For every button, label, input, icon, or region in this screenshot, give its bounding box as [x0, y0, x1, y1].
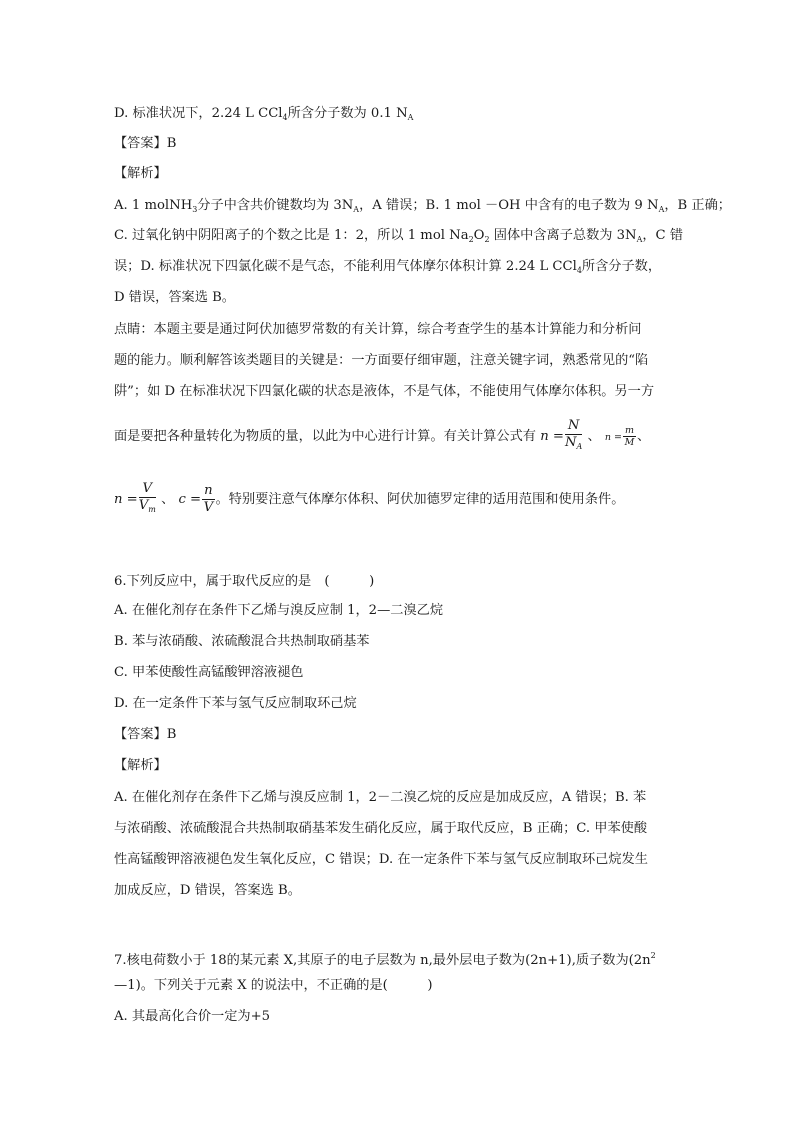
q5-explanation-line-2: [114, 226, 683, 250]
denominator-text: N: [564, 435, 577, 450]
q6-option-b: B. 苯与浓硝酸、浓硫酸混合共热制取硝基苯: [114, 634, 370, 649]
text-run: 。特别要注意气体摩尔体积、阿伏加德罗定律的适用范围和使用条件。: [215, 492, 625, 507]
formula-lhs: n =: [604, 432, 622, 443]
q6-option-d: D. 在一定条件下苯与氢气反应制取环己烷: [114, 696, 357, 711]
q5-answer: 【答案】B: [114, 136, 177, 151]
formula-fraction-m-over-m: [623, 425, 636, 448]
separator: 、: [587, 429, 601, 444]
text-run: ，C 错: [642, 228, 684, 243]
text-run: C. 过氧化钠中阴阳离子的个数之比是 1：2，所以 1 mol Na: [114, 228, 469, 243]
denominator: [565, 435, 582, 455]
formula-fraction-n-over-na: [565, 418, 582, 455]
subscript: 4: [282, 113, 288, 122]
subscript: 2: [484, 235, 490, 244]
q6-option-a: A. 在催化剂存在条件下乙烯与溴反应制 1，2—二溴乙烷: [114, 603, 444, 618]
q6-analysis-header: 【解析】: [114, 758, 167, 773]
subscript: m: [148, 505, 156, 514]
subscript: 2: [468, 235, 474, 244]
q5-comment-line-3: 阱”；如 D 在标准状况下四氯化碳的状态是液体，不是气体，不能使用气体摩尔体积。另一方: [114, 384, 655, 399]
subscript: 4: [576, 266, 582, 275]
formula-lhs: n =: [540, 429, 564, 444]
denominator: V: [203, 500, 214, 515]
q5-analysis-header: 【解析】: [114, 166, 167, 181]
q6-explanation-line-4: 加成反应，D 错误，答案选 B。: [114, 883, 301, 898]
numerator: N: [565, 418, 582, 435]
q7-stem-line-1: [114, 946, 656, 971]
text-run: A. 1 molNH: [114, 198, 193, 213]
q6-explanation-line-1: A. 在催化剂存在条件下乙烯与溴反应制 1，2－二溴乙烷的反应是加成反应，A 错误；B. 苯: [114, 790, 647, 805]
q5-explanation-line-3: [114, 257, 661, 281]
text-run: ，B 正确；: [664, 198, 731, 213]
superscript: 2: [650, 951, 656, 960]
separator: 、: [161, 492, 175, 507]
denominator-text: V: [138, 498, 149, 513]
formula-lhs: c =: [178, 492, 202, 507]
q7-stem-line-2: —1)。下列关于元素 X 的说法中，不正确的是( ): [114, 978, 433, 993]
q5-comment-line-4: [114, 418, 650, 455]
subscript: A: [576, 442, 583, 451]
denominator: M: [624, 437, 635, 448]
q5-comment-line-2: 题的能力。顺利解答该类题目的关键是：一方面要仔细审题，注意关键字词，熟悉常见的“陷: [114, 353, 649, 368]
denominator: [139, 498, 156, 518]
q5-comment-line-1: 点睛：本题主要是通过阿伏加德罗常数的有关计算，综合考查学生的基本计算能力和分析问: [114, 322, 642, 337]
q5-explanation-line-4: D 错误，答案选 B。: [114, 290, 235, 305]
text-run: 误；D. 标准状况下四氯化碳不是气态，不能利用气体摩尔体积计算 2.24 L CCl: [114, 259, 577, 274]
text-run: 固体中含离子总数为 3N: [489, 228, 637, 243]
text-run: 7.核电荷数小于 18的某元素 X,其原子的电子层数为 n,最外层电子数为(2n+1),质子数为(2n: [114, 953, 651, 968]
q6-explanation-line-3: 性高锰酸钾溶液褪色发生氧化反应，C 错误；D. 在一定条件下苯与氢气反应制取环己烷发生: [114, 852, 648, 867]
formula-lhs: n =: [114, 492, 138, 507]
separator: 、: [637, 429, 651, 444]
subscript: A: [353, 205, 360, 214]
numerator: n: [204, 483, 213, 498]
q6-answer: 【答案】B: [114, 727, 177, 742]
q5-option-d-text-2: 所含分子数为 0.1 N: [287, 106, 408, 121]
numerator: m: [624, 425, 634, 436]
subscript: A: [407, 113, 414, 122]
numerator: V: [139, 481, 156, 498]
text-run: 所含分子数，: [581, 259, 662, 274]
subscript: A: [636, 235, 643, 244]
formula-fraction-v-over-vm: [139, 481, 156, 518]
q5-comment-line-5: [114, 480, 624, 520]
q6-option-c: C. 甲苯使酸性高锰酸钾溶液褪色: [114, 665, 304, 680]
q5-option-d: [114, 104, 413, 128]
q7-option-a: A. 其最高化合价一定为+5: [114, 1009, 271, 1024]
text-run: O: [473, 228, 485, 243]
formula-fraction-n-over-v: [202, 483, 215, 516]
text-run: 面是要把各种量转化为物质的量，以此为中心进行计算。有关计算公式有: [114, 429, 536, 444]
subscript: A: [658, 205, 665, 214]
text-run: ，A 错误；B. 1 mol －OH 中含有的电子数为 9 N: [359, 198, 659, 213]
q6-explanation-line-2: 与浓硝酸、浓硫酸混合共热制取硝基苯发生硝化反应，属于取代反应，B 正确；C. 甲苯使酸: [114, 821, 648, 836]
subscript: 3: [192, 205, 198, 214]
q6-stem: 6.下列反应中，属于取代反应的是 ( ): [114, 574, 375, 589]
q5-explanation-line-1: [114, 196, 731, 220]
q5-option-d-text: D. 标准状况下，2.24 L CCl: [114, 106, 283, 121]
text-run: 分子中含共价键数均为 3N: [197, 198, 354, 213]
